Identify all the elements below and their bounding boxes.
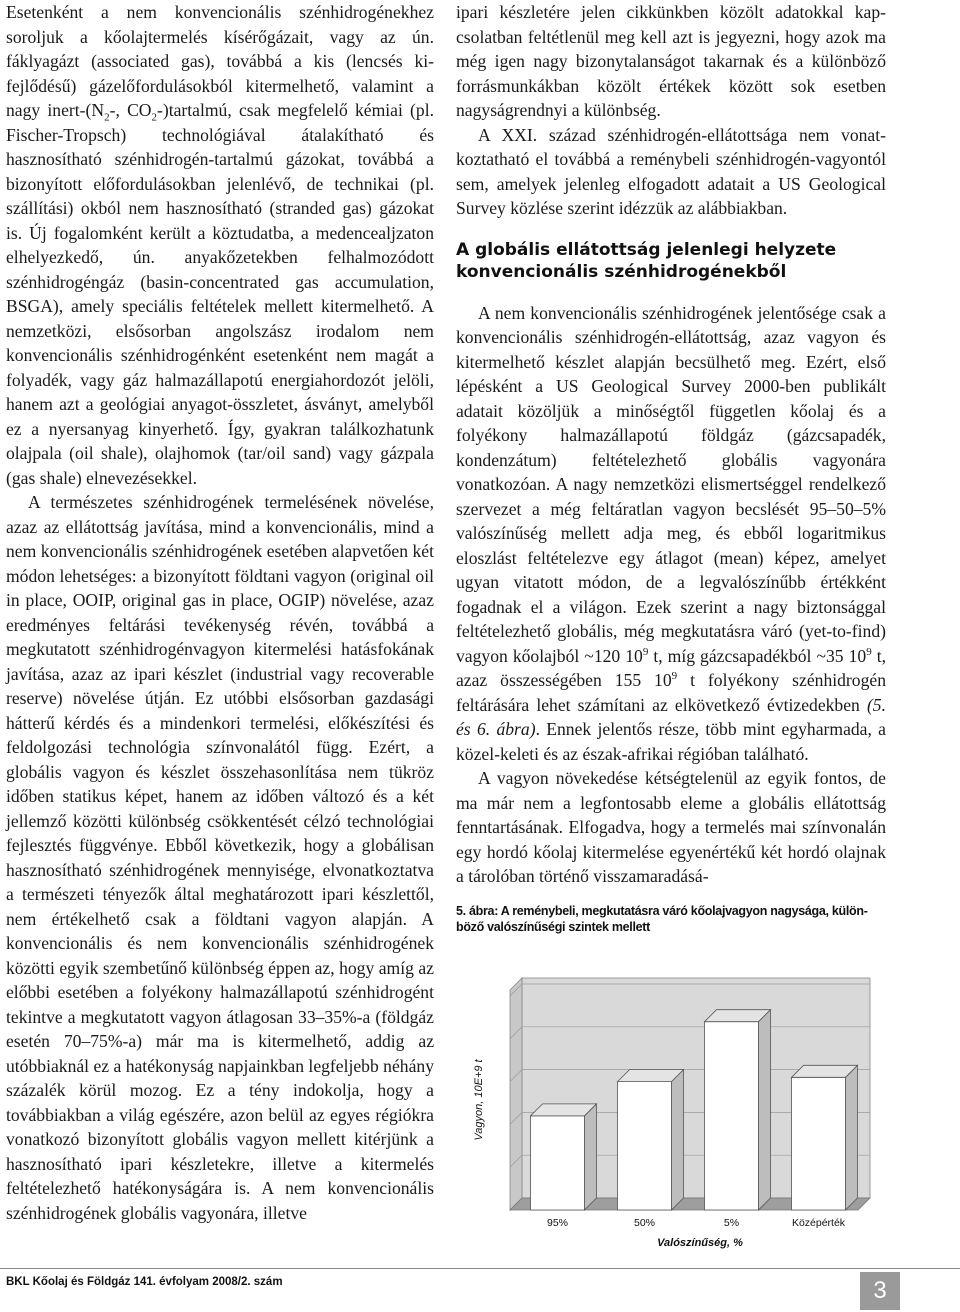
chart-category-label: Középérték xyxy=(791,1217,846,1229)
chart-bar-side xyxy=(671,1070,683,1210)
left-paragraph-2: A természetes szénhidrogének termelésének növelése, azaz az ellátottság javítása, mind a konvencionális, mind a nem konvencionális szénhidrogének esetében alapvetően két módon lehetséges: a bizonyított földtani vagyon (original oil in place, OOIP, original gas in place, OGIP) növelése, azaz eredményes feltárási tevékenység révén, továbbá a megkutatott szénhidrogénvagyon kitermelési hatásfokának javítása, azaz az ipari készlet (industrial vagy recoverable reserve) növelése útján. Ez utóbbi elsősorban gazdasági hátterű kérdés és a mindenkori termelési, előkészítési és feldolgozási technológia színvonalától függ. Ezért, a globális vagyon és készlet összehasonlítása nem tükröz időben statikus képet, hanem az időben változó és a két jellemző közötti különbség csökkentését célzó technológiai fejlesztés függvénye. Ebből következik, hogy a globálisan hasznosítható szénhidrogének mennyisége, elvonatkoztatva a természeti tényezők által meghatározott ipari készlettől, nem értékelhető csak a földtani vagyon alapján. A konvencionális és nem konvencionális szénhidrogének közötti egyik szembetűnő különbség éppen az, hogy amíg az előbbi esetében a folyékony halmazállapotú szénhidrogént tekintve a megkutatott vagyon átlagosan 33–35%-a (földgáz esetén 70–75%-a) már ma is kitermelhető, addig az utóbbiaknál ez a hatékonyság napjainkban legfeljebb néhány százalék körül mozog. Ez a tény indokolja, hogy a továbbiakban a világ egészére, azon belül az egyes régiókra vonatkozó bizonyított globális vagyon mellett kitérjünk a hasznosítható ipari készletekre, illetve a kitermelés feltételezhető hatékonyságára is. A nem konvencionális szénhidrogének globális vagyonára, illetve xyxy=(6,492,434,1223)
right-column xyxy=(456,0,886,935)
footer-divider xyxy=(0,1268,960,1269)
chart-category-label: 5% xyxy=(723,1217,740,1229)
bar-chart xyxy=(460,960,888,1250)
chart-bar xyxy=(618,1082,672,1210)
page-number: 3 xyxy=(860,1272,900,1310)
chart-ylabel: Vagyon, 10E+9 t xyxy=(473,1059,485,1141)
chart-bar-side xyxy=(845,1065,857,1210)
chart-bar xyxy=(705,1022,759,1210)
left-column xyxy=(6,0,434,1225)
chart-bar-side xyxy=(758,1010,770,1210)
chart-bar-top xyxy=(792,1065,858,1077)
chart-bar-top xyxy=(531,1104,597,1116)
chart-bar xyxy=(531,1116,585,1210)
right-paragraph-2: A XXI. század szénhidrogén-ellátottsága nem vonatkoztatható el továbbá a reménybeli szénhidrogén-vagyontól sem, amelyek jelenleg elfogadott adatait a US Geological Survey közlése szerint idézzük az alábbiakban. xyxy=(456,124,886,218)
right-paragraph-4: A vagyon növekedése kétségtelenül az egyik fontos, de ma már nem a legfontosabb eleme a globális ellátottság fenntartásának. Elfogadva, hogy a termelés mai színvonalán egy hordó kőolaj kitermelése egyenértékű két hordó olajnak a tárolóban történő visszamaradásá- xyxy=(456,768,886,886)
chart-xlabel: Valószínűség, % xyxy=(657,1237,743,1249)
chart-category-label: 50% xyxy=(633,1217,656,1229)
chart-bar-side xyxy=(584,1104,596,1210)
chart-bar-top xyxy=(705,1010,771,1022)
chart-category-label: 95% xyxy=(546,1217,569,1229)
left-paragraph-1: Esetenként a nem konvencionális szénhidrogénekhez soroljuk a kőolajtermelés kísérőgázait, vagy az ún. fáklyagázt (associated gas), továbbá a kis (lencsés kifejlődésű) gázelőfordulásokból kitermelhető, valamint a nagy inert-($N_2-$, $CO_2-)tartalmú$, csak megfelelő kémiai (pl. Fischer-Tropsch) technológiával átalakítható és hasznosítható szénhidrogén-tartalmú gázokat, továbbá a bizonyított előfordulásokban jelenlévő, de technikai (pl. szállítási) okból nem hasznosítható (stranded gas) gázokat is. Új fogalomként került a köztudatba, a medencealjzaton elhelyezkedő, ún. anyakőzetekben felhalmozódott szénhidrogéngáz (basin-concentrated gas accumulation, BSGA), amely speciális feltételek mellett kitermelhető. A nemzetközi, elsősorban angolszász irodalom nem konvencionális szénhidrogénként esetenként nem magát a folyadék, vagy gáz halmazállapotú energiahordozót jelöli, hanem azt a geológiai anyagot-összletet, ásványt, amelyből ez a nyersanyag kinyerhető. Így, gyakran találkozhatunk olajpala (oil shale), olajhomok (tar/oil sand) vagy gázpala (gas shale) elnevezésekkel. xyxy=(6,2,434,488)
chart-side-wall xyxy=(510,978,522,1210)
footer-journal: BKL Kőolaj és Földgáz 141. évfolyam 2008/2. szám xyxy=(6,1276,283,1288)
right-paragraph-1: ipari készletére jelen cikkünkben közölt adatokkal kapcsolatban feltétlenül meg kell azt is jegyezni, hogy azok ma még igen nagy bizonytalanságot takarnak és a különböző forrásmunkákban közölt értékek között sok esetben nagyságrendnyi a különbség. xyxy=(456,2,886,120)
chart-bar-top xyxy=(618,1070,684,1082)
figure-caption: 5. ábra: A reménybeli, megkutatásra váró kőolajvagyon nagysága, különböző valószínűségi szintek mellett xyxy=(456,903,868,934)
right-paragraph-3: A nem konvencionális szénhidrogének jelentősége csak a konvencionális szénhidrogén-ellátottság, azaz vagyon és kitermelhető készlet alapján becsülhető meg. Ezért, első lépésként a US Geological Survey 2000-ben publikált adatait közöljük a minőségtől független kőolaj és a folyékony halmazállapotú földgáz (gázcsapadék, kondenzátum) feltételezhető globális vagyonára vonatkozóan. A nagy nemzetközi elismertséggel rendelkező szervezet a még feltáratlan vagyon becslését 95–50–5% valószínűség mellett adja meg, és ebből logaritmikus eloszlást feltételezve egy átlagot (mean) képez, amelyet ugyan vitatott módon, de a legvalószínűbb értékként fogadnak el a világon. Ezek szerint a nagy biztonsággal feltételezhető globális, még megkutatásra váró (yet-to-find) vagyon kőolajból ~120 $10^9$ t, míg gázcsapadékból ~35 $10^9$ t, azaz összességében 155 $10^9$ t folyékony szénhidrogén feltárására lehet számítani az elkövetkező évtizedekben (5. és 6. ábra). Ennek jelentős része, több mint egyharmada, a közel-keleti és az észak-afrikai régióban található. xyxy=(456,302,886,764)
section-title: A globális ellátottság jelenlegi helyzete konvencionális szénhidrogénekből xyxy=(456,239,837,282)
chart-bar xyxy=(792,1077,846,1210)
